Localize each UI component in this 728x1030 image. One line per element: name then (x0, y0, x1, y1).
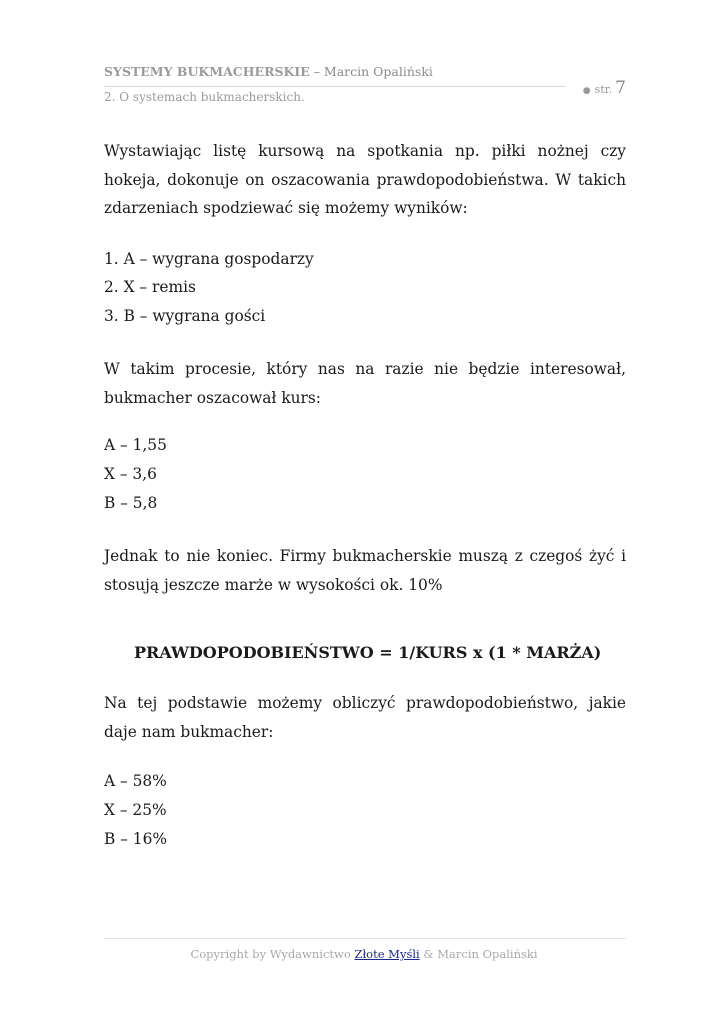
chapter-title: 2. O systemach bukmacherskich. (104, 90, 305, 104)
result-item: 1. A – wygrana gospodarzy (104, 250, 314, 268)
result-item: 2. X – remis (104, 278, 196, 296)
page-footer (0, 947, 728, 961)
author: – Marcin Opaliński (309, 64, 433, 79)
probability-item: B – 16% (104, 830, 167, 848)
odds-item: X – 3,6 (104, 465, 157, 483)
header-divider (104, 86, 566, 87)
paragraph-margin: Jednak to nie koniec. Firmy bukmacherskie muszą z czegoś żyć i stosują jeszcze marże w wysokości ok. 10% (104, 547, 626, 594)
page-indicator (583, 78, 626, 98)
odds-item: A – 1,55 (104, 436, 167, 454)
footer-divider (104, 938, 626, 939)
page-label: str. (594, 83, 613, 96)
copyright-suffix: & Marcin Opaliński (419, 947, 538, 961)
header-title (104, 64, 626, 79)
page-number: 7 (615, 78, 626, 98)
paragraph-odds: W takim procesie, który nas na razie nie będzie interesował, bukmacher oszacował kurs: (104, 360, 626, 407)
page-header (104, 64, 626, 104)
paragraph-intro: Wystawiając listę kursową na spotkania np. piłki nożnej czy hokeja, dokonuje on oszacowania prawdopodobieństwa. W takich zdarzeniach spodziewać się możemy wyników: (104, 142, 626, 217)
publisher-link[interactable]: Złote Myśli (354, 947, 420, 961)
book-title: SYSTEMY BUKMACHERSKIE (104, 64, 310, 79)
odds-item: B – 5,8 (104, 494, 158, 512)
probability-formula: PRAWDOPODOBIEŃSTWO = 1/KURS x (1 * MARŻA) (134, 643, 602, 662)
probability-item: A – 58% (104, 772, 167, 790)
paragraph-calculation: Na tej podstawie możemy obliczyć prawdopodobieństwo, jakie daje nam bukmacher: (104, 694, 626, 741)
probability-item: X – 25% (104, 801, 167, 819)
bullet-icon: ● (582, 86, 591, 96)
result-item: 3. B – wygrana gości (104, 307, 266, 325)
copyright-prefix: Copyright by Wydawnictwo (190, 947, 355, 961)
